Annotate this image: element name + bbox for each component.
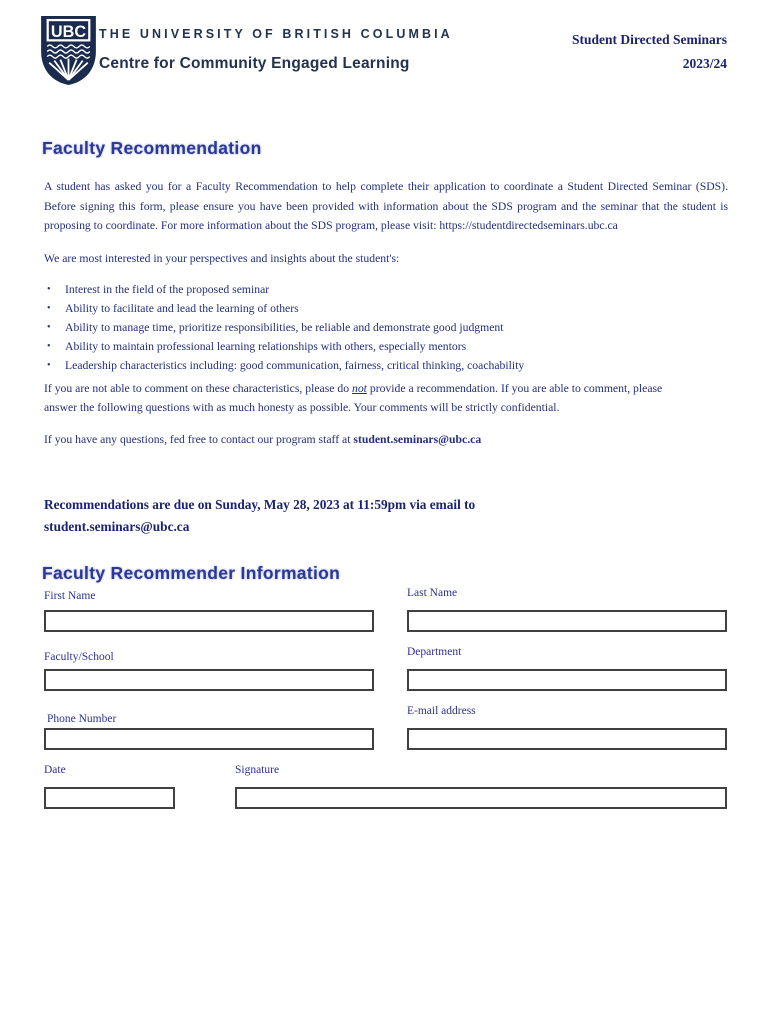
bullet-text: Ability to facilitate and lead the learning of others <box>65 302 299 315</box>
university-name: THE UNIVERSITY OF BRITISH COLUMBIA <box>99 27 453 41</box>
ubc-shield-logo <box>40 15 97 86</box>
logo-monogram: UBC <box>50 22 87 41</box>
list-item <box>44 318 712 337</box>
bullet-text: Ability to maintain professional learning relationships with others, especially mentors <box>65 340 467 353</box>
phone-number-label: Phone Number <box>47 713 117 725</box>
email-address-input[interactable] <box>407 728 727 750</box>
faculty-recommendation-title: Faculty Recommendation <box>42 138 262 158</box>
comment-text-before: If you are not able to comment on these characteristics, please do <box>44 382 352 395</box>
phone-number-input[interactable] <box>44 728 374 750</box>
department-input[interactable] <box>407 669 727 691</box>
bullet-icon: • <box>47 360 51 371</box>
list-item <box>44 299 712 318</box>
list-item <box>44 337 712 356</box>
date-label: Date <box>44 764 66 776</box>
contact-email: student.seminars@ubc.ca <box>353 433 482 446</box>
bullet-icon: • <box>47 284 51 295</box>
first-name-label: First Name <box>44 590 96 602</box>
bullet-icon: • <box>47 341 51 352</box>
bullet-list <box>44 280 712 375</box>
last-name-label: Last Name <box>407 587 458 599</box>
interest-intro: We are most interested in your perspectives and insights about the student's: <box>44 252 400 265</box>
date-input[interactable] <box>44 787 175 809</box>
program-year: 2023/24 <box>682 56 727 71</box>
department-label: Department <box>407 646 462 658</box>
centre-name: Centre for Community Engaged Learning <box>99 55 410 72</box>
contact-paragraph <box>44 430 704 450</box>
bullet-text: Leadership characteristics including: good communication, fairness, critical thinking, coachability <box>65 359 525 372</box>
bullet-text: Interest in the field of the proposed seminar <box>65 283 270 296</box>
bullet-icon: • <box>47 322 51 333</box>
contact-text: If you have any questions, fed free to contact our program staff at <box>44 433 354 446</box>
faculty-recommender-info-title: Faculty Recommender Information <box>42 563 341 583</box>
due-note-line1: Recommendations are due on Sunday, May 28, 2023 at 11:59pm via email to <box>44 497 476 512</box>
program-block <box>572 28 727 76</box>
signature-input[interactable] <box>235 787 727 809</box>
bullet-text: Ability to manage time, prioritize responsibilities, be reliable and demonstrate good judgment <box>65 321 504 334</box>
intro-paragraph: A student has asked you for a Faculty Recommendation to help complete their application to coordinate a Student Directed Seminar (SDS). Before signing this form, please ensure you have been provided with information about the SDS program and the seminar that the student is proposing to coordinate. For more information about the SDS program, please visit: https://studentdirectedseminars.ubc.ca <box>44 180 728 232</box>
comment-paragraph <box>44 379 666 417</box>
email-address-label: E-mail address <box>407 705 476 717</box>
comment-emphasis-not: not <box>351 382 367 395</box>
comment-text-after: provide a recommendation. If you are able to comment, please answer the following questions with as much honesty as possible. Your comments will be strictly confidential. <box>44 382 663 414</box>
due-note-email: student.seminars@ubc.ca <box>44 518 190 534</box>
list-item <box>44 356 712 375</box>
bullet-icon: • <box>47 303 51 314</box>
first-name-input[interactable] <box>44 610 374 632</box>
signature-label: Signature <box>235 764 280 776</box>
faculty-school-label: Faculty/School <box>44 651 114 663</box>
last-name-input[interactable] <box>407 610 727 632</box>
program-title: Student Directed Seminars <box>572 32 727 47</box>
list-item <box>44 280 712 299</box>
faculty-school-input[interactable] <box>44 669 374 691</box>
due-note <box>44 494 564 537</box>
